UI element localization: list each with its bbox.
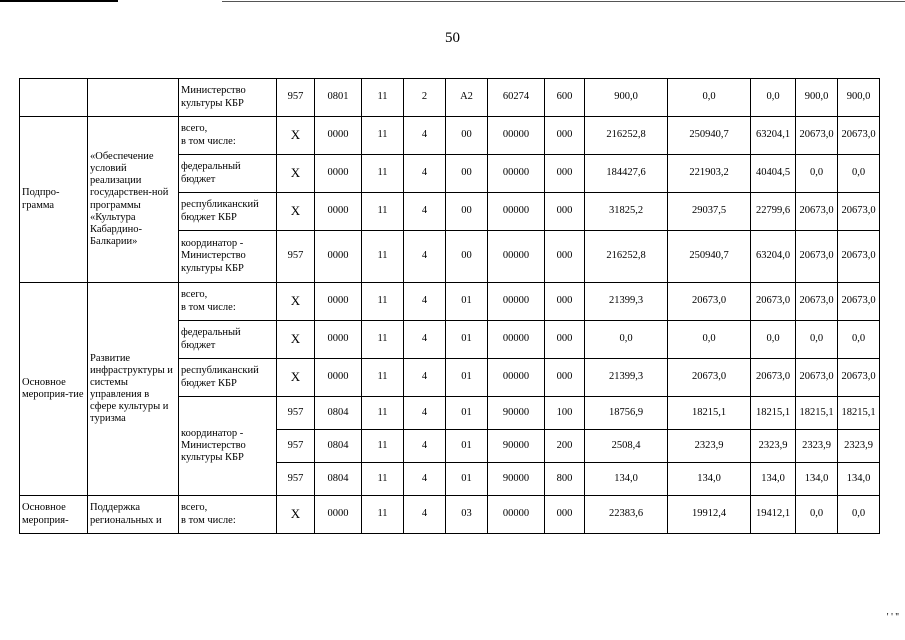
code-cell: 4 — [404, 117, 446, 155]
amount-cell: 18215,1 — [838, 397, 880, 430]
code-cell: Х — [277, 283, 315, 321]
amount-cell: 0,0 — [796, 321, 838, 359]
amount-cell: 0,0 — [751, 321, 796, 359]
table-row — [20, 79, 880, 117]
code-cell: 0801 — [315, 79, 362, 117]
code-cell: 11 — [362, 231, 404, 283]
amount-cell: 0,0 — [796, 496, 838, 534]
program-title-cell: «Обеспечение условий реализации государствен-ной программы «Культура Кабардино-Балкарии» — [88, 117, 179, 283]
amount-cell: 0,0 — [796, 155, 838, 193]
amount-cell: 134,0 — [668, 463, 751, 496]
amount-cell: 22799,6 — [751, 193, 796, 231]
code-cell: 00000 — [488, 359, 545, 397]
program-level-cell: Подпро- грамма — [20, 117, 88, 283]
code-cell: 957 — [277, 430, 315, 463]
code-cell: 000 — [545, 359, 585, 397]
funding-source-cell: всего, в том числе: — [179, 283, 277, 321]
code-cell: 11 — [362, 283, 404, 321]
amount-cell: 63204,0 — [751, 231, 796, 283]
code-cell: 0804 — [315, 397, 362, 430]
amount-cell: 19412,1 — [751, 496, 796, 534]
code-cell: 4 — [404, 463, 446, 496]
amount-cell: 18215,1 — [796, 397, 838, 430]
code-cell: 11 — [362, 79, 404, 117]
amount-cell: 2323,9 — [668, 430, 751, 463]
amount-cell: 20673,0 — [668, 283, 751, 321]
code-cell: 4 — [404, 397, 446, 430]
code-cell: 01 — [446, 397, 488, 430]
amount-cell: 0,0 — [668, 321, 751, 359]
budget-table — [19, 78, 880, 534]
page-edge-marks: ' ' '' — [886, 612, 899, 623]
code-cell: 00000 — [488, 496, 545, 534]
funding-source-cell: координатор - Министерство культуры КБР — [179, 231, 277, 283]
code-cell: 200 — [545, 430, 585, 463]
code-cell: 00 — [446, 117, 488, 155]
code-cell: Х — [277, 496, 315, 534]
funding-source-cell: республиканский бюджет КБР — [179, 193, 277, 231]
code-cell: 60274 — [488, 79, 545, 117]
code-cell: 2 — [404, 79, 446, 117]
code-cell: 90000 — [488, 430, 545, 463]
code-cell: 4 — [404, 231, 446, 283]
header-rule-right — [222, 1, 905, 2]
table-row — [20, 496, 880, 534]
code-cell: 11 — [362, 496, 404, 534]
amount-cell: 40404,5 — [751, 155, 796, 193]
code-cell: 11 — [362, 321, 404, 359]
program-title-cell: Поддержка региональных и — [88, 496, 179, 534]
code-cell: 4 — [404, 155, 446, 193]
code-cell: 03 — [446, 496, 488, 534]
amount-cell: 20673,0 — [751, 359, 796, 397]
amount-cell: 134,0 — [585, 463, 668, 496]
code-cell: 00000 — [488, 193, 545, 231]
amount-cell: 0,0 — [838, 496, 880, 534]
code-cell: 000 — [545, 283, 585, 321]
funding-source-cell: республиканский бюджет КБР — [179, 359, 277, 397]
code-cell: 0000 — [315, 283, 362, 321]
code-cell: 00000 — [488, 321, 545, 359]
amount-cell: 134,0 — [796, 463, 838, 496]
amount-cell: 20673,0 — [838, 193, 880, 231]
amount-cell: 134,0 — [751, 463, 796, 496]
code-cell: 957 — [277, 231, 315, 283]
amount-cell: 216252,8 — [585, 231, 668, 283]
code-cell: 000 — [545, 155, 585, 193]
amount-cell: 2323,9 — [796, 430, 838, 463]
code-cell: 000 — [545, 231, 585, 283]
code-cell: 01 — [446, 430, 488, 463]
program-level-cell — [20, 79, 88, 117]
funding-source-cell: Министерство культуры КБР — [179, 79, 277, 117]
code-cell: 0000 — [315, 193, 362, 231]
amount-cell: 20673,0 — [838, 117, 880, 155]
code-cell: 100 — [545, 397, 585, 430]
code-cell: 11 — [362, 359, 404, 397]
amount-cell: 20673,0 — [796, 193, 838, 231]
code-cell: 01 — [446, 359, 488, 397]
code-cell: 0000 — [315, 321, 362, 359]
code-cell: Х — [277, 359, 315, 397]
code-cell: 0000 — [315, 117, 362, 155]
amount-cell: 63204,1 — [751, 117, 796, 155]
amount-cell: 2323,9 — [838, 430, 880, 463]
code-cell: 4 — [404, 430, 446, 463]
code-cell: 90000 — [488, 463, 545, 496]
code-cell: Х — [277, 321, 315, 359]
code-cell: 957 — [277, 397, 315, 430]
code-cell: 600 — [545, 79, 585, 117]
code-cell: 0804 — [315, 463, 362, 496]
code-cell: 01 — [446, 283, 488, 321]
code-cell: 0000 — [315, 155, 362, 193]
funding-source-cell: всего, в том числе: — [179, 496, 277, 534]
code-cell: 4 — [404, 359, 446, 397]
code-cell: 957 — [277, 79, 315, 117]
amount-cell: 221903,2 — [668, 155, 751, 193]
amount-cell: 18215,1 — [751, 397, 796, 430]
code-cell: 000 — [545, 117, 585, 155]
code-cell: 11 — [362, 397, 404, 430]
code-cell: 00000 — [488, 155, 545, 193]
amount-cell: 2323,9 — [751, 430, 796, 463]
code-cell: А2 — [446, 79, 488, 117]
amount-cell: 21399,3 — [585, 359, 668, 397]
amount-cell: 2508,4 — [585, 430, 668, 463]
code-cell: 11 — [362, 463, 404, 496]
code-cell: 00 — [446, 155, 488, 193]
amount-cell: 19912,4 — [668, 496, 751, 534]
amount-cell: 22383,6 — [585, 496, 668, 534]
amount-cell: 31825,2 — [585, 193, 668, 231]
code-cell: Х — [277, 193, 315, 231]
code-cell: 000 — [545, 321, 585, 359]
amount-cell: 0,0 — [668, 79, 751, 117]
amount-cell: 18215,1 — [668, 397, 751, 430]
header-rule-left — [0, 0, 118, 2]
amount-cell: 29037,5 — [668, 193, 751, 231]
amount-cell: 900,0 — [585, 79, 668, 117]
amount-cell: 20673,0 — [668, 359, 751, 397]
code-cell: 800 — [545, 463, 585, 496]
amount-cell: 18756,9 — [585, 397, 668, 430]
code-cell: 90000 — [488, 397, 545, 430]
amount-cell: 20673,0 — [796, 283, 838, 321]
funding-source-cell: всего, в том числе: — [179, 117, 277, 155]
amount-cell: 184427,6 — [585, 155, 668, 193]
funding-source-cell: координатор - Министерство культуры КБР — [179, 397, 277, 496]
code-cell: Х — [277, 117, 315, 155]
code-cell: 000 — [545, 193, 585, 231]
code-cell: 0000 — [315, 359, 362, 397]
table-row — [20, 117, 880, 155]
program-title-cell — [88, 79, 179, 117]
amount-cell: 134,0 — [838, 463, 880, 496]
program-level-cell: Основное мероприя- — [20, 496, 88, 534]
amount-cell: 0,0 — [838, 321, 880, 359]
code-cell: 00 — [446, 231, 488, 283]
code-cell: 0000 — [315, 496, 362, 534]
page-number: 50 — [445, 30, 460, 46]
code-cell: 00000 — [488, 283, 545, 321]
program-level-cell: Основное мероприя-тие — [20, 283, 88, 496]
code-cell: 11 — [362, 117, 404, 155]
code-cell: 957 — [277, 463, 315, 496]
code-cell: 4 — [404, 283, 446, 321]
code-cell: 11 — [362, 193, 404, 231]
code-cell: 0804 — [315, 430, 362, 463]
code-cell: 4 — [404, 193, 446, 231]
code-cell: 4 — [404, 496, 446, 534]
amount-cell: 21399,3 — [585, 283, 668, 321]
code-cell: 11 — [362, 430, 404, 463]
amount-cell: 20673,0 — [838, 283, 880, 321]
amount-cell: 20673,0 — [796, 231, 838, 283]
amount-cell: 20673,0 — [751, 283, 796, 321]
amount-cell: 20673,0 — [838, 359, 880, 397]
program-title-cell: Развитие инфраструктуры и системы управления в сфере культуры и туризма — [88, 283, 179, 496]
code-cell: 11 — [362, 155, 404, 193]
code-cell: 01 — [446, 321, 488, 359]
amount-cell: 250940,7 — [668, 117, 751, 155]
code-cell: 000 — [545, 496, 585, 534]
amount-cell: 0,0 — [585, 321, 668, 359]
amount-cell: 250940,7 — [668, 231, 751, 283]
code-cell: 4 — [404, 321, 446, 359]
code-cell: 0000 — [315, 231, 362, 283]
amount-cell: 216252,8 — [585, 117, 668, 155]
amount-cell: 20673,0 — [796, 359, 838, 397]
code-cell: 00000 — [488, 231, 545, 283]
code-cell: Х — [277, 155, 315, 193]
amount-cell: 0,0 — [838, 155, 880, 193]
code-cell: 01 — [446, 463, 488, 496]
table-row — [20, 283, 880, 321]
amount-cell: 20673,0 — [796, 117, 838, 155]
code-cell: 00000 — [488, 117, 545, 155]
amount-cell: 900,0 — [838, 79, 880, 117]
amount-cell: 20673,0 — [838, 231, 880, 283]
amount-cell: 0,0 — [751, 79, 796, 117]
funding-source-cell: федеральный бюджет — [179, 155, 277, 193]
amount-cell: 900,0 — [796, 79, 838, 117]
code-cell: 00 — [446, 193, 488, 231]
funding-source-cell: федеральный бюджет — [179, 321, 277, 359]
